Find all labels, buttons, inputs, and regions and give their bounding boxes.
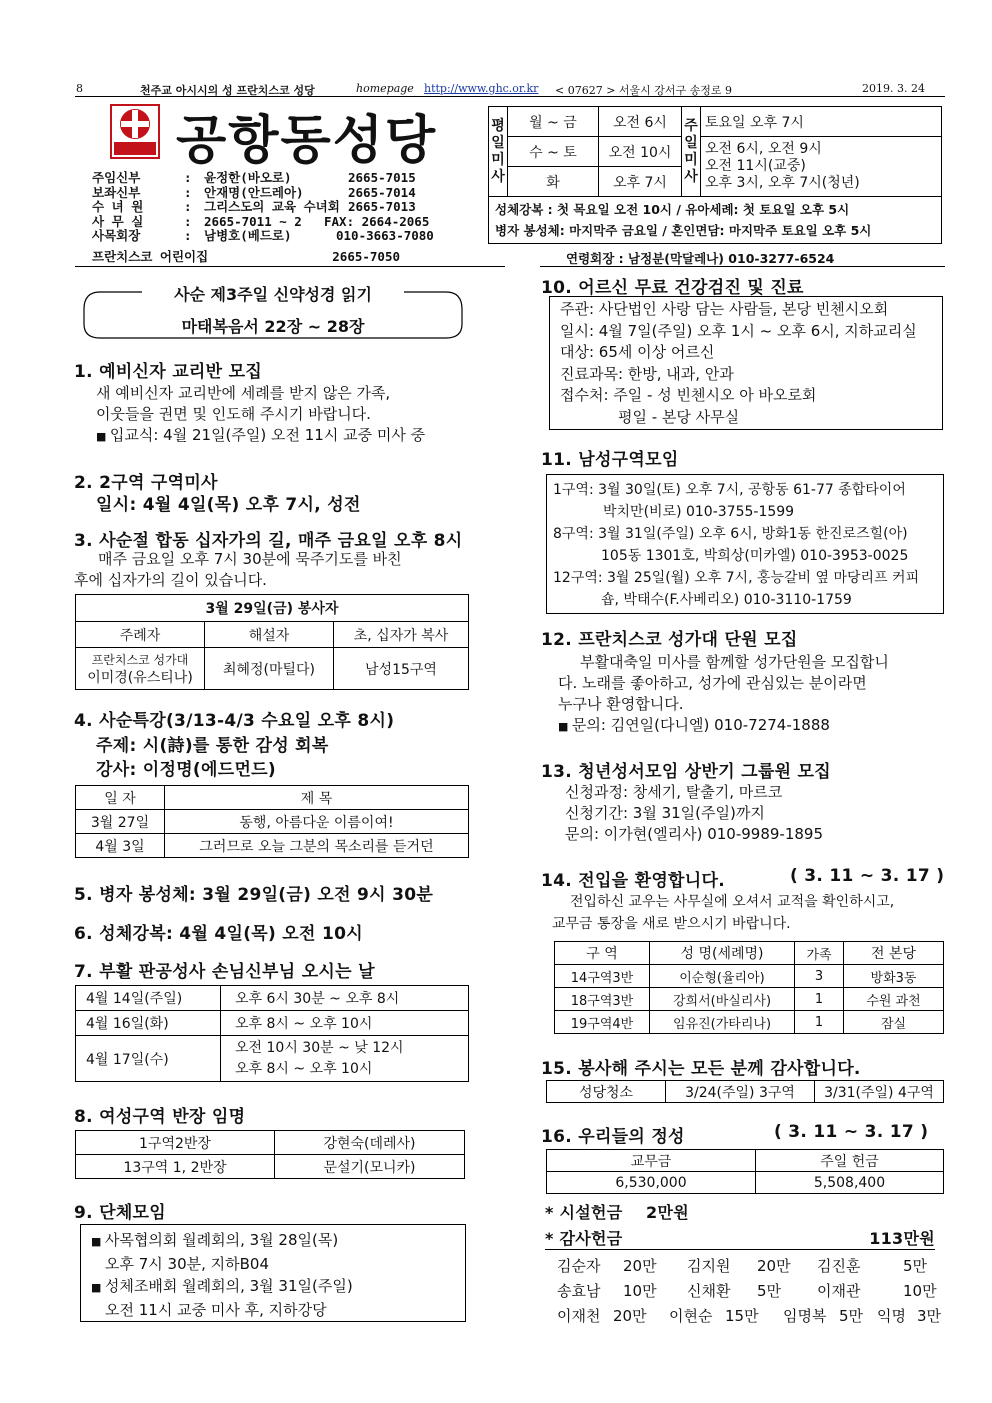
section-4-theme: 주제: 시(詩)를 통한 감성 회복: [96, 736, 329, 756]
section-3-body: 매주 금요일 오후 7시 30분에 묵주기도를 바친 후에 십자가의 길이 있습니다.: [74, 550, 402, 589]
reading-box: [80, 285, 466, 341]
thanks-offering-line: * 감사헌금 113만원: [545, 1226, 935, 1250]
section-3-title: 3. 사순절 합동 십자가의 길, 매주 금요일 오후 8시: [74, 531, 463, 551]
volunteer-table: 성당청소 3/24(주일) 3구역 3/31(주일) 4구역: [546, 1080, 944, 1103]
donor-row: 김순자 20만 김지원 20만 김진훈 5만: [557, 1257, 928, 1275]
section-12-body: 부활대축일 미사를 함께할 성가단원을 모집합니 다. 노래를 좋아하고, 성가에 관심있는 분이라면 누구나 환영합니다. ■ 문의: 김연일(다니엘) 010-7274-1888: [558, 652, 948, 737]
facility-offering: * 시설헌금 2만원: [545, 1203, 689, 1222]
section-7-title: 7. 부활 판공성사 손님신부님 오시는 날: [74, 962, 375, 982]
section-4-title: 4. 사순특강(3/13-4/3 수요일 오후 8시): [74, 711, 395, 731]
section-8-title: 8. 여성구역 반장 임명: [74, 1107, 246, 1127]
confession-table: 4월 14일(주일) 오후 6시 30분 ~ 오후 8시 4월 16일(화) 오후 8시 ~ 오후 10시 4월 17일(수) 오전 10시 30분 ~ 낮 12시 오후 8시 ~ 오후 10시: [75, 985, 469, 1082]
offering-table: 교무금 주일 헌금 6,530,000 5,508,400: [546, 1149, 944, 1194]
address: < 07627 > 서울시 강서구 송정로 9: [555, 84, 733, 97]
section-15-title: 15. 봉사해 주시는 모든 분께 감사합니다.: [541, 1059, 861, 1079]
section-10-title: 10. 어르신 무료 건강검진 및 진료: [541, 278, 804, 298]
homepage-label: homepage: [356, 82, 414, 95]
section-9-title: 9. 단체모임: [74, 1203, 166, 1223]
section-1-body: 새 예비신자 교리반에 세례를 받지 않은 가족, 이웃들을 권면 및 인도해 주시기 바랍니다. ■ 입교식: 4월 21일(주일) 오전 11시 교중 미사 중: [96, 383, 425, 447]
mass-notes: 성체강복 : 첫 목요일 오전 10시 / 유아세례: 첫 토요일 오후 5시 병자 봉성체: 마지막주 금요일 / 혼인면담: 마지막주 토요일 오후 5시: [489, 197, 942, 244]
parish-title: 공항동성당: [176, 111, 438, 171]
section-11-title: 11. 남성구역모임: [541, 450, 679, 470]
homepage-link[interactable]: http://www.ghc.or.kr: [424, 82, 539, 95]
sunday-mass-times: 오전 6시, 오전 9시 오전 11시(교중) 오후 3시, 오후 7시(청년): [701, 137, 942, 197]
reading-chapters: 마태복음서 22장 ~ 28장: [181, 317, 365, 336]
section-5-title: 5. 병자 봉성체: 3월 29일(금) 오전 9시 30분: [74, 885, 434, 905]
table-row: 18구역3반 강희서(바실리사) 1 수원 과천: [555, 988, 944, 1011]
staff-list: [92, 171, 492, 244]
staff-row: 보좌신부 : 안재명(안드레아) 2665-7014: [92, 184, 416, 200]
parish-emblem-icon: [110, 104, 160, 159]
section-2-detail: 일시: 4월 4일(목) 오후 7시, 성전: [96, 495, 361, 515]
staff-row: 사 무 실 : 2665-7011 ~ 2 FAX: 2664-2065: [92, 213, 430, 229]
section-1-title: 1. 예비신자 교리반 모집: [74, 362, 263, 382]
staff-row: 수 녀 원 : 그리스도의 교육 수녀회 2665-7013: [92, 199, 416, 214]
weekday-mass-label: 평일미사: [489, 107, 508, 197]
association-contact: 연령회장 : 남정분(막달레나) 010-3277-6524: [566, 251, 835, 266]
staff-row: 사목회장 : 남병호(베드로) 010-3663-7080: [92, 228, 434, 243]
section-16-title: 16. 우리들의 정성: [541, 1127, 685, 1147]
leaders-table: 1구역2반장 강현숙(데레사) 13구역 1, 2반장 문설기(모니카): [75, 1130, 465, 1179]
donor-row: 송효남 10만 신채환 5만 이재관 10만: [557, 1282, 937, 1300]
section-14-title: 14. 전입을 환영합니다.: [541, 871, 725, 891]
staff-divider: [75, 266, 505, 267]
issue-date: 2019. 3. 24: [862, 82, 925, 95]
staff-row: 주임신부 : 윤정한(바오로) 2665-7015: [92, 170, 416, 185]
table-row: 14구역3반 이순형(율리아) 3 방화3동: [555, 965, 944, 988]
sunday-mass-label: 주일미사: [682, 107, 701, 197]
kindergarten-row: 프란치스코 어린이집 2665-7050: [92, 249, 400, 264]
servers-table: 3월 29일(금) 봉사자 주례자 해설자 초, 십자가 복사 프란치스코 성가대 이미경(유스티나) 최혜정(마틸다) 남성15구역: [75, 594, 469, 690]
men-district-box: 1구역: 3월 30일(토) 오후 7시, 공항동 61-77 종합타이어 박치만(비로) 010-3755-1599 8구역: 3월 31일(주일) 오후 6시, 방화1동 한진로즈힐(아) 105동 1301호, 박희상(미카엘) 010-3953-0025 12구역: 3월 25일(월) 오후 7시, 홍능갈비 옆 마당리프 커피 숍, 박태수(F.사베리오) 010-3110-1759: [546, 474, 944, 614]
mass-times-table: 평일미사 월 ~ 금 오전 6시 주일미사 토요일 오후 7시 수 ~ 토 오전 10시 오전 6시, 오전 9시 오전 11시(교중) 오후 3시, 오후 7시(청년) 화 오후 7시 성체강복 : 첫 목요일 오전 10시 / 유아세례: 첫 토요일 오후 5시 병자 봉성체: 마지막주 금요일 / 혼인면담: 마지막주 토요일 오후 5시: [488, 106, 942, 244]
section-13-title: 13. 청년성서모임 상반기 그룹원 모집: [541, 762, 831, 782]
newcomers-table: 구 역 성 명(세례명) 가족 전 본당 14구역3반 이순형(율리아) 3 방화3동 18구역3반 강희서(바실리사) 1 수원 과천 19구역4반 임유진(가타리나) 1 잠실: [554, 941, 944, 1034]
section-12-title: 12. 프란치스코 성가대 단원 모집: [541, 630, 798, 650]
donor-list: [557, 1254, 941, 1329]
section-14-body: 전입하신 교우는 사무실에 오셔서 교적을 확인하시고, 교무금 통장을 새로 받으시기 바랍니다.: [552, 894, 895, 932]
section-14-period: ( 3. 11 ~ 3. 17 ): [790, 866, 945, 886]
section-16-period: ( 3. 11 ~ 3. 17 ): [774, 1122, 929, 1142]
section-13-body: 신청과정: 창세기, 탈출기, 마르코 신청기간: 3월 31일(주일)까지 문의: 이가현(엘리사) 010-9989-1895: [565, 783, 824, 843]
table-row: 19구역4반 임유진(가타리나) 1 잠실: [555, 1011, 944, 1034]
health-check-box: 주관: 사단법인 사랑 담는 사람들, 본당 빈첸시오회 일시: 4월 7일(주일) 오후 1시 ~ 오후 6시, 지하교리실 대상: 65세 이상 어르신 진료과목: 한방, 내과, 안과 접수처: 주일 - 성 빈첸시오 아 바오로회 평일 - 본당 사무실: [549, 296, 943, 430]
section-2-title: 2. 2구역 구역미사: [74, 473, 218, 493]
header-divider: [75, 96, 945, 97]
mass-divider: [540, 266, 945, 267]
lecture-table: 일 자 제 목 3월 27일 동행, 아름다운 이름이여! 4월 3일 그러므로 오늘 그분의 목소리를 듣거던: [75, 785, 469, 858]
section-4-lecturer: 강사: 이정명(에드먼드): [96, 760, 276, 780]
group-meetings-box: ■ 사목협의회 월례회의, 3월 28일(목) 오후 7시 30분, 지하B04 ■ 성체조배회 월례회의, 3월 31일(주일) 오전 11시 교중 미사 후, 지하강당: [80, 1224, 466, 1322]
reading-title: 사순 제3주일 신약성경 읽기: [174, 285, 372, 304]
donor-row: 이재천 20만 이현순 15만 임명복 5만 익명 3만: [557, 1307, 942, 1325]
section-6-title: 6. 성체강복: 4월 4일(목) 오전 10시: [74, 924, 363, 944]
page-number: 8: [76, 82, 83, 95]
parish-name: 천주교 아시시의 성 프란치스코 성당: [140, 84, 315, 97]
